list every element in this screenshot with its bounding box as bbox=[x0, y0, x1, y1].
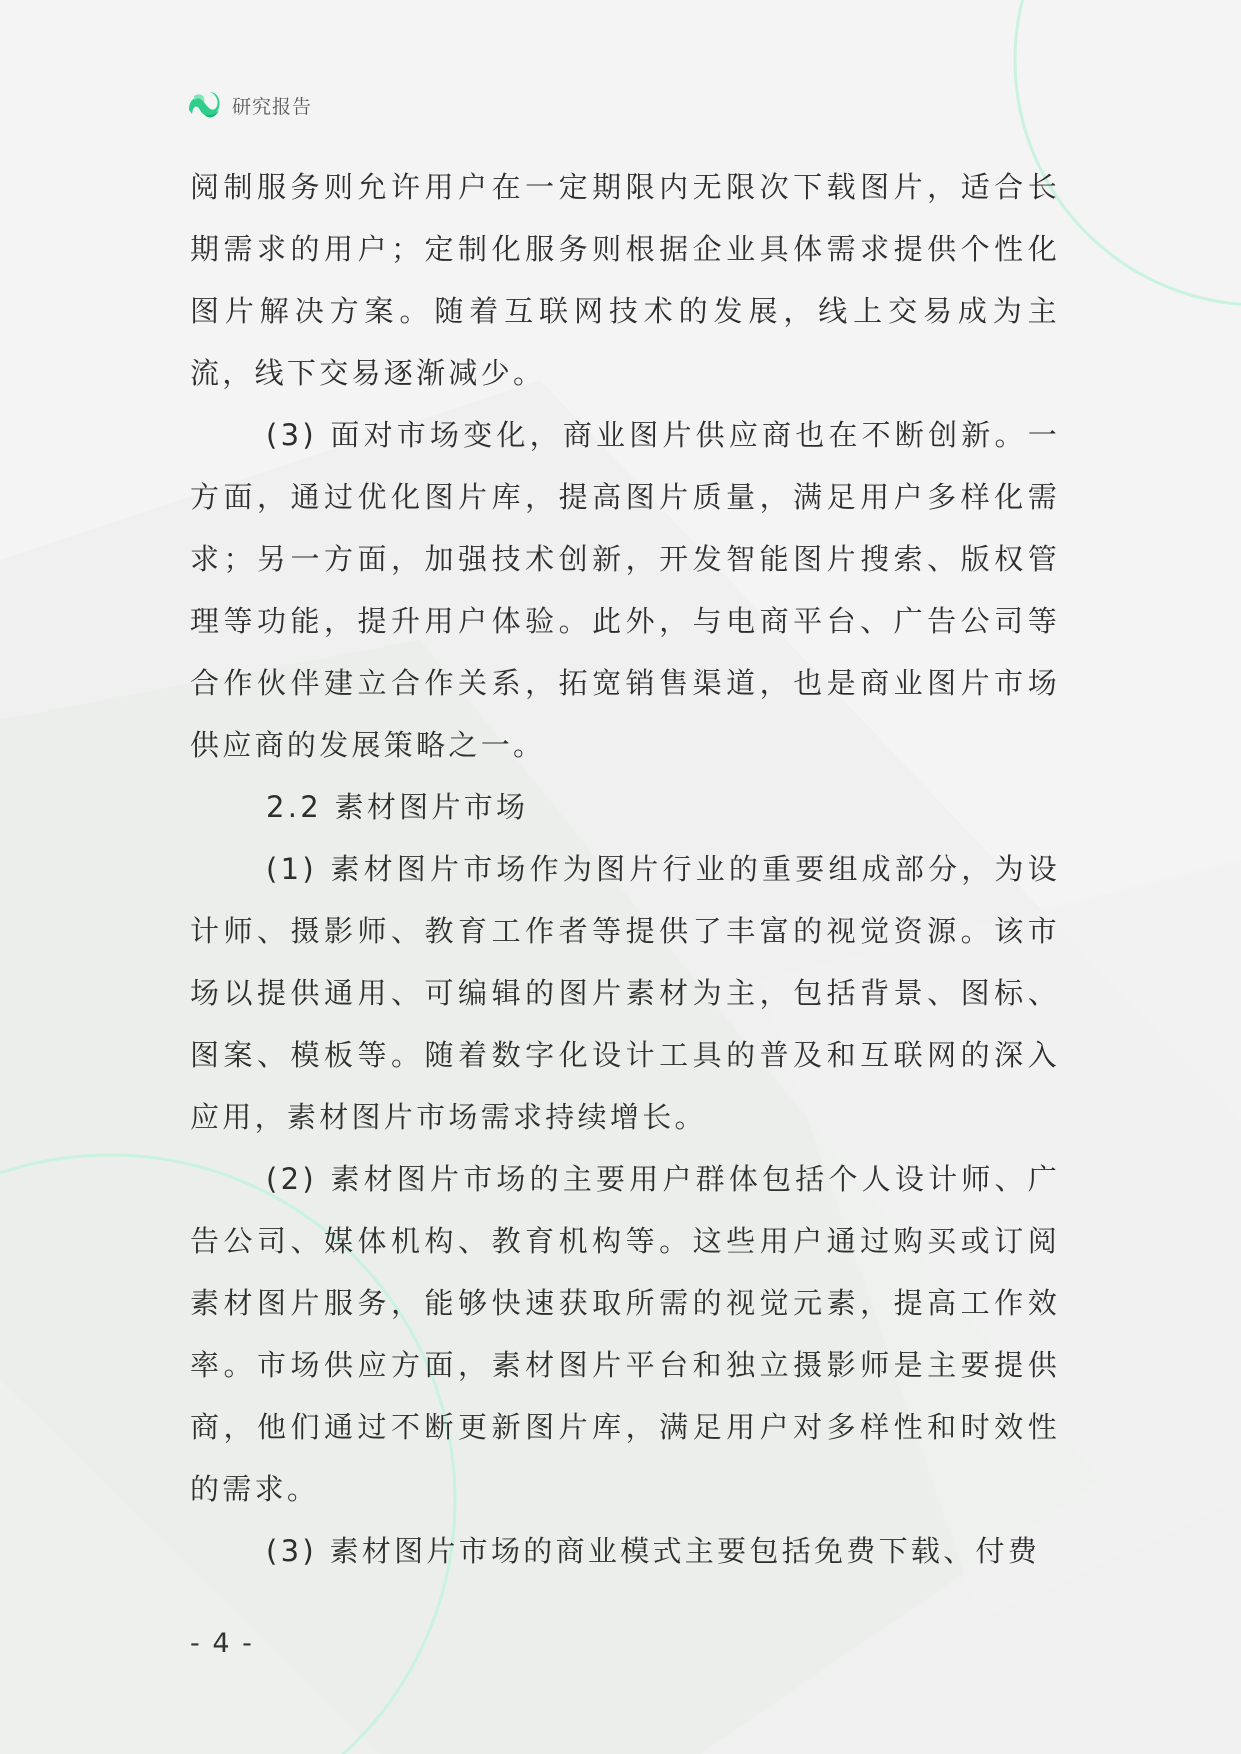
section-heading: 2.2 素材图片市场 bbox=[266, 790, 529, 824]
document-body bbox=[190, 156, 1060, 1582]
page-number: - 4 - bbox=[190, 1628, 254, 1659]
paragraph-continuation: 阅制服务则允许用户在一定期限内无限次下载图片，适合长期需求的用户；定制化服务则根据企业具体需求提供个性化图片解决方案。随着互联网技术的发展，线上交易成为主流，线下交易逐渐减少。 bbox=[190, 170, 1060, 390]
paragraph: (3) 面对市场变化，商业图片供应商也在不断创新。一方面，通过优化图片库，提高图片质量，满足用户多样化需求；另一方面，加强技术创新，开发智能图片搜索、版权管理等功能，提升用户体验。此外，与电商平台、广告公司等合作伙伴建立合作关系，拓宽销售渠道，也是商业图片市场供应商的发展策略之一。 bbox=[190, 418, 1060, 762]
report-header bbox=[186, 88, 312, 122]
report-title: 研究报告 bbox=[232, 95, 313, 118]
paragraph: (2) 素材图片市场的主要用户群体包括个人设计师、广告公司、媒体机构、教育机构等。这些用户通过购买或订阅素材图片服务，能够快速获取所需的视觉元素，提高工作效率。市场供应方面，素材图片平台和独立摄影师是主要提供商，他们通过不断更新图片库，满足用户对多样性和时效性的需求。 bbox=[190, 1162, 1060, 1506]
paragraph: (1) 素材图片市场作为图片行业的重要组成部分，为设计师、摄影师、教育工作者等提供了丰富的视觉资源。该市场以提供通用、可编辑的图片素材为主，包括背景、图标、图案、模板等。随着数字化设计工具的普及和互联网的深入应用，素材图片市场需求持续增长。 bbox=[190, 852, 1060, 1134]
paragraph: (3) 素材图片市场的商业模式主要包括免费下载、付费 bbox=[266, 1534, 1041, 1568]
green-leaf-logo-icon bbox=[186, 88, 222, 122]
